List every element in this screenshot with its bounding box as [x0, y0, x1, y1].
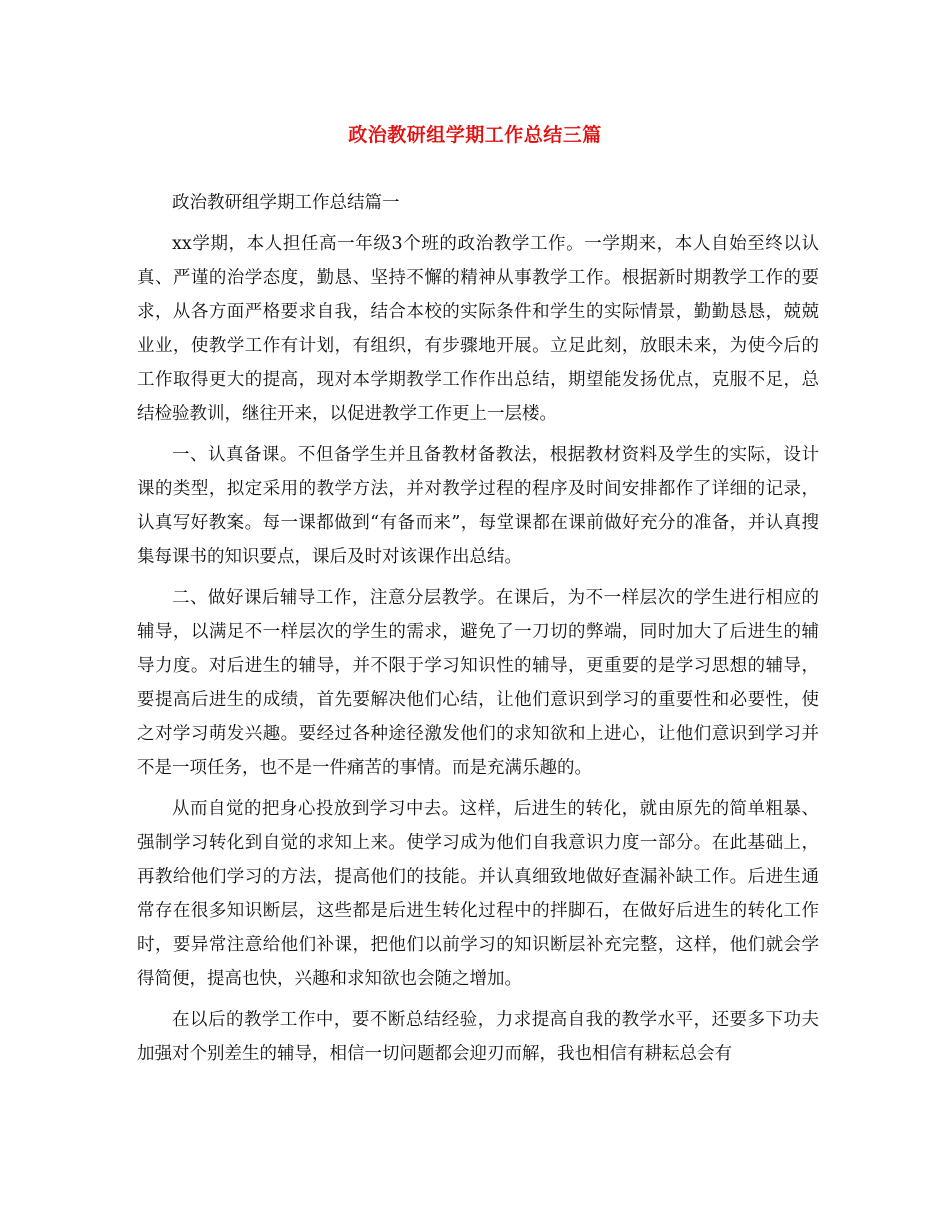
document-body	[137, 186, 819, 1078]
paragraph-future-work: 在以后的教学工作中，要不断总结经验，力求提高自我的教学水平，还要多下功夫加强对个别差生的辅导，相信一切问题都会迎刃而解，我也相信有耕耘总会有	[137, 1010, 819, 1064]
paragraph-self-learning: 从而自觉的把身心投放到学习中去。这样，后进生的转化，就由原先的简单粗暴、强制学习转化到自觉的求知上来。使学习成为他们自我意识力度一部分。在此基础上，再教给他们学习的方法，提高他们的技能。并认真细致地做好查漏补缺工作。后进生通常存在很多知识断层，这些都是后进生转化过程中的拌脚石，在做好后进生的转化工作时，要异常注意给他们补课，把他们以前学习的知识断层补充完整，这样，他们就会学得简便，提高也快，兴趣和求知欲也会随之增加。	[137, 799, 819, 989]
paragraph-intro: xx学期，本人担任高一年级3个班的政治教学工作。一学期来，本人自始至终以认真、严谨的治学态度，勤恳、坚持不懈的精神从事教学工作。根据新时期教学工作的要求，从各方面严格要求自我，结合本校的实际条件和学生的实际情景，勤勤恳恳，兢兢业业，使教学工作有计划，有组织，有步骤地开展。立足此刻，放眼未来，为使今后的工作取得更大的提高，现对本学期教学工作作出总结，期望能发扬优点，克服不足，总结检验教训，继往开来，以促进教学工作更上一层楼。	[137, 234, 819, 424]
paragraph-tutoring: 二、做好课后辅导工作，注意分层教学。在课后，为不一样层次的学生进行相应的辅导，以满足不一样层次的学生的需求，避免了一刀切的弊端，同时加大了后进生的辅导力度。对后进生的辅导，并不限于学习知识性的辅导，更重要的是学习思想的辅导，要提高后进生的成绩，首先要解决他们心结，让他们意识到学习的重要性和必要性，使之对学习萌发兴趣。要经过各种途径激发他们的求知欲和上进心，让他们意识到学习并不是一项任务，也不是一件痛苦的事情。而是充满乐趣的。	[137, 588, 819, 778]
paragraph-lesson-prep: 一、认真备课。不但备学生并且备教材备教法，根据教材资料及学生的实际，设计课的类型，拟定采用的教学方法，并对教学过程的程序及时间安排都作了详细的记录，认真写好教案。每一课都做到“有备而来”，每堂课都在课前做好充分的准备，并认真搜集每课书的知识要点，课后及时对该课作出总结。	[137, 445, 819, 567]
document-title: 政治教研组学期工作总结三篇	[348, 124, 602, 146]
section-heading: 政治教研组学期工作总结篇一	[172, 193, 400, 213]
